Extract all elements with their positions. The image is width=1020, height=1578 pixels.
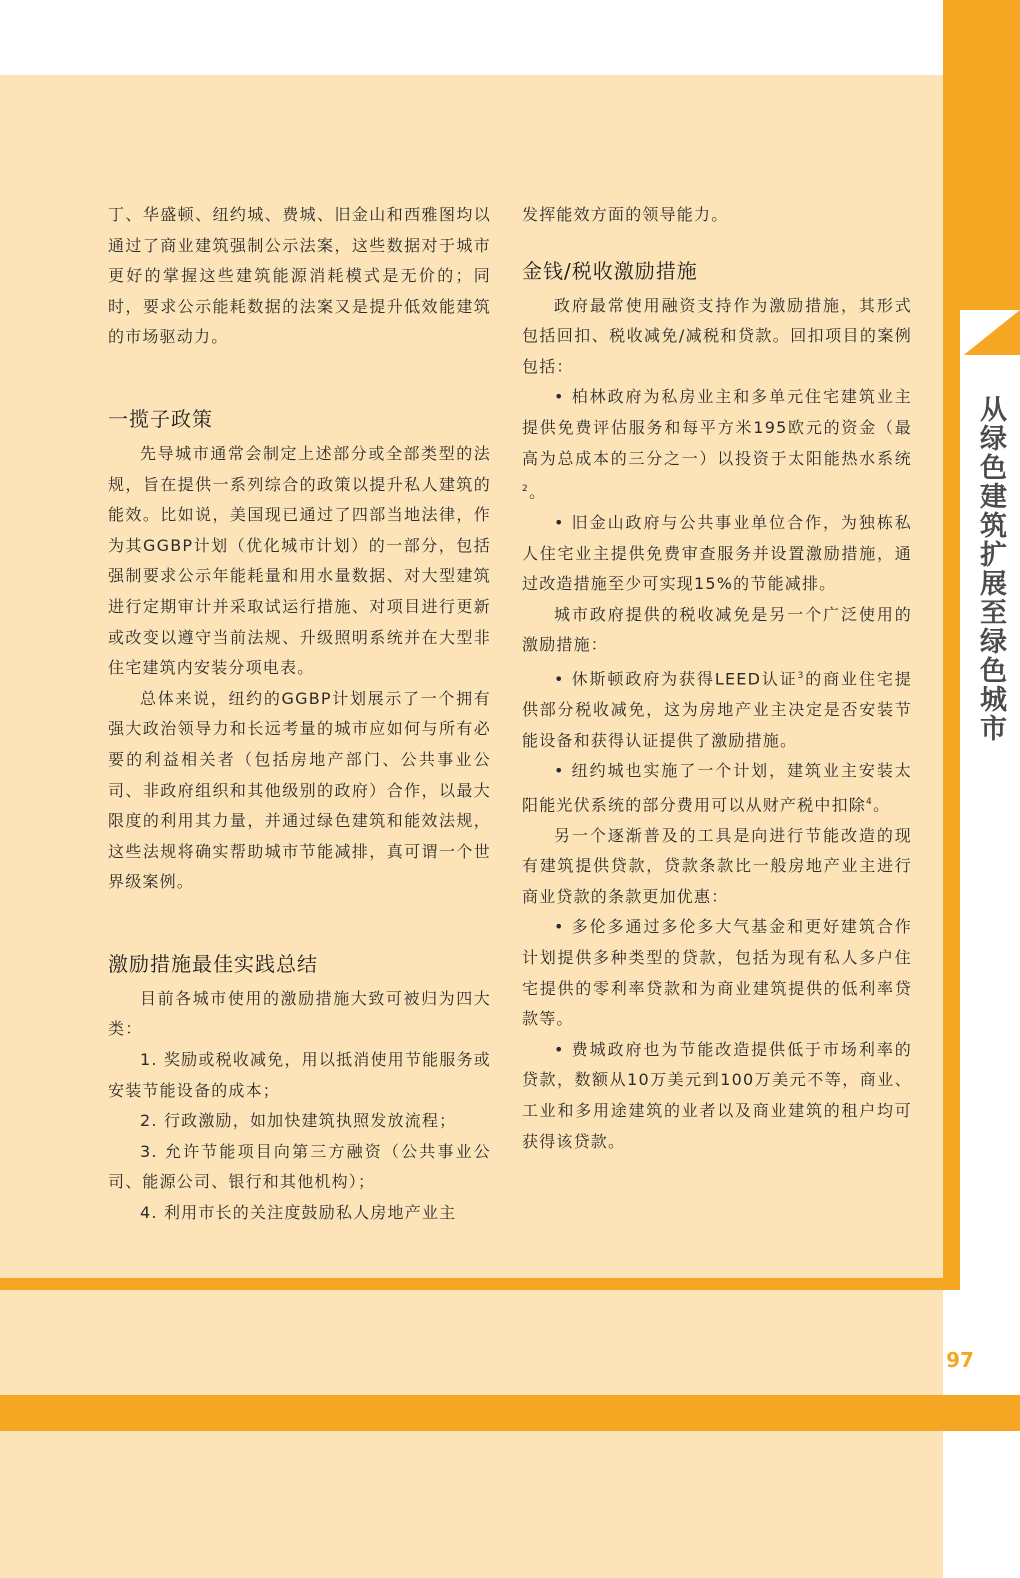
page-number: 97 — [946, 1348, 974, 1372]
bullet-item: • 柏林政府为私房业主和多单元住宅建筑业主提供免费评估服务和每平方米195欧元的资金（最高为总成本的三分之一）以投资于太阳能热水系统$^2$。 — [522, 387, 912, 502]
paragraph: 城市政府提供的税收减免是另一个广泛使用的激励措施： — [522, 604, 912, 655]
footnote-ref: 2 — [522, 484, 529, 495]
panel-bottom-line — [0, 1278, 960, 1290]
bottom-accent-bar — [0, 1395, 1020, 1431]
paragraph: 先导城市通常会制定上述部分或全部类型的法规，旨在提供一系列综合的政策以提升私人建筑的能效。比如说，美国现已通过了四部当地法律，作为其GGBP计划（优化城市计划）的一部分，包括强制要求公示年能耗量和用水量数据、对大型建筑进行定期审计并采取试运行措施、对项目进行更新或改变以遵守当前法规、升级照明系统并在大型非住宅建筑内安装分项电表。 — [108, 443, 491, 678]
bullet-item: • 纽约城也实施了一个计划，建筑业主安装太阳能光伏系统的部分费用可以从财产税中扣除$^4$。 — [522, 761, 912, 815]
footnote-ref: 4 — [866, 796, 873, 807]
chapter-title: 从绿色建筑扩展至绿色城市 — [975, 395, 1006, 743]
section-heading: 一揽子政策 — [108, 406, 213, 431]
bullet-item: • 旧金山政府与公共事业单位合作，为独栋私人住宅业主提供免费审查服务并设置激励措施，通过改造措施至少可实现15%的节能减排。 — [522, 513, 912, 594]
right-column — [522, 200, 912, 1157]
section-heading: 激励措施最佳实践总结 — [108, 951, 318, 976]
list-item: 4. 利用市长的关注度鼓励私人房地产业主 — [140, 1203, 457, 1223]
paragraph: 丁、华盛顿、纽约城、费城、旧金山和西雅图均以通过了商业建筑强制公示法案，这些数据对于城市更好的掌握这些建筑能源消耗模式是无价的；同时，要求公示能耗数据的法案又是提升低效能建筑的市场驱动力。 — [108, 205, 491, 347]
list-item: 1. 奖励或税收减免，用以抵消使用节能服务或安装节能设备的成本； — [108, 1050, 491, 1100]
bullet-item: • 休斯顿政府为获得LEED认证$^3$的商业住宅提供部分税收减免，这为房地产业主决定是否安装节能设备和获得认证提供了激励措施。 — [522, 669, 912, 750]
paragraph: 总体来说，纽约的GGBP计划展示了一个拥有强大政治领导力和长远考量的城市应如何与所有必要的利益相关者（包括房地产部门、公共事业公司、非政府组织和其他级别的政府）合作，以最大限度的利用其力量，并通过绿色建筑和能效法规，这些法规将确实帮助城市节能减排，真可谓一个世界级案例。 — [108, 688, 491, 892]
paragraph: 目前各城市使用的激励措施大致可被归为四大类： — [108, 988, 491, 1039]
side-tab-notch — [960, 310, 1020, 358]
paragraph: 另一个逐渐普及的工具是向进行节能改造的现有建筑提供贷款，贷款条款比一般房地产业主进行商业贷款的条款更加优惠： — [522, 825, 912, 906]
bullet-item: • 费城政府也为节能改造提供低于市场利率的贷款，数额从10万美元到100万美元不等，商业、工业和多用途建筑的业者以及商业建筑的租户均可获得该贷款。 — [522, 1039, 912, 1151]
paragraph: 政府最常使用融资支持作为激励措施，其形式包括回扣、税收减免/减税和贷款。回扣项目的案例包括： — [522, 295, 912, 376]
bullet-item: • 多伦多通过多伦多大气基金和更好建筑合作计划提供多种类型的贷款，包括为现有私人多户住宅提供的零利率贷款和为商业建筑提供的低利率贷款等。 — [522, 917, 912, 1029]
list-item: 3. 允许节能项目向第三方融资（公共事业公司、能源公司、银行和其他机构）； — [108, 1141, 491, 1192]
left-column — [108, 200, 491, 1229]
section-heading: 金钱/税收激励措施 — [522, 258, 698, 283]
paragraph: 发挥能效方面的领导能力。 — [522, 205, 729, 224]
list-item: 2. 行政激励，如加快建筑执照发放流程； — [140, 1111, 457, 1131]
footnote-ref: 3 — [797, 671, 805, 682]
